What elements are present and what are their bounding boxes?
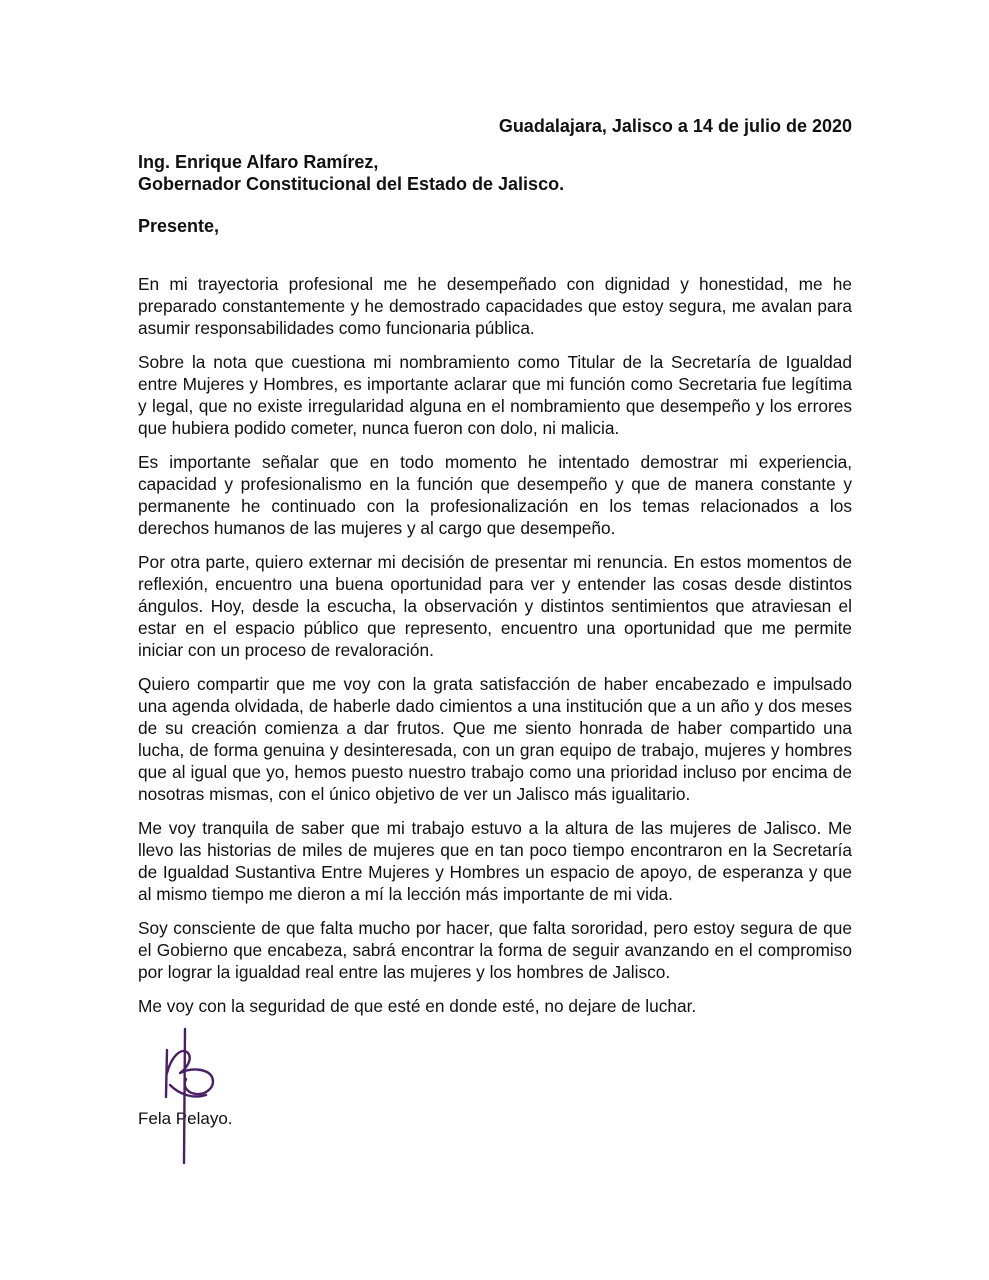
paragraph: Me voy con la seguridad de que esté en donde esté, no dejare de luchar. <box>138 996 697 1016</box>
recipient-title: Gobernador Constitucional del Estado de Jalisco. <box>138 174 565 194</box>
greeting: Presente, <box>138 216 220 236</box>
handwritten-signature <box>150 1025 230 1170</box>
signature-strokes <box>166 1029 213 1163</box>
paragraph: Sobre la nota que cuestiona mi nombramiento como Titular de la Secretaría de Igualdad entre Mujeres y Hombres, es importante aclarar que mi función como Secretaria fue legítima y legal, que no existe irregularidad alguna en el nombramiento que desempeño y los errores que hubiera podido cometer, nunca fueron con dolo, ni malicia. <box>138 352 852 438</box>
letter-body <box>138 273 852 1029</box>
date-line: Guadalajara, Jalisco a 14 de julio de 2020 <box>498 116 852 136</box>
signature-stroke <box>184 1029 185 1163</box>
paragraph: Por otra parte, quiero externar mi decisión de presentar mi renuncia. En estos momentos de reflexión, encuentro una buena oportunidad para ver y entender las cosas desde distintos ángulos. Hoy, desde la escucha, la observación y distintos sentimientos que atraviesan el estar en el espacio público que represento, encuentro una oportunidad que me permite iniciar con un proceso de revaloración. <box>138 552 852 660</box>
recipient-name: Ing. Enrique Alfaro Ramírez, <box>138 152 379 172</box>
paragraph: Es importante señalar que en todo momento he intentado demostrar mi experiencia, capacidad y profesionalismo en la función que desempeño y que de manera constante y permanente he continuado con la profesionalización en los temas relacionados a los derechos humanos de las mujeres y al cargo que desempeño. <box>138 452 852 538</box>
paragraph: En mi trayectoria profesional me he desempeñado con dignidad y honestidad, me he preparado constantemente y he demostrado capacidades que estoy segura, me avalan para asumir responsabilidades como funcionaria pública. <box>138 274 852 338</box>
paragraph: Me voy tranquila de saber que mi trabajo estuvo a la altura de las mujeres de Jalisco. Me llevo las historias de miles de mujeres que en tan poco tiempo encontraron en la Secretaría de Igualdad Sustantiva Entre Mujeres y Hombres un espacio de apoyo, de esperanza y que al mismo tiempo me dieron a mí la lección más importante de mi vida. <box>138 818 852 904</box>
signoff-name: Fela Pelayo. <box>138 1109 233 1128</box>
paragraph: Soy consciente de que falta mucho por hacer, que falta sororidad, pero estoy segura de que el Gobierno que encabeza, sabrá encontrar la forma de seguir avanzando en el compromiso por lograr la igualdad real entre las mujeres y los hombres de Jalisco. <box>138 918 852 982</box>
recipient-block <box>138 151 564 195</box>
paragraph: Quiero compartir que me voy con la grata satisfacción de haber encabezado e impulsado una agenda olvidada, de haberle dado cimientos a una institución que a un año y dos meses de su creación comienza a dar frutos. Que me siento honrada de haber compartido una lucha, de forma genuina y desinteresada, con un gran equipo de trabajo, mujeres y hombres que al igual que yo, hemos puesto nuestro trabajo como una prioridad incluso por encima de nosotras mismas, con el único objetivo de ver un Jalisco más igualitario. <box>138 674 852 804</box>
